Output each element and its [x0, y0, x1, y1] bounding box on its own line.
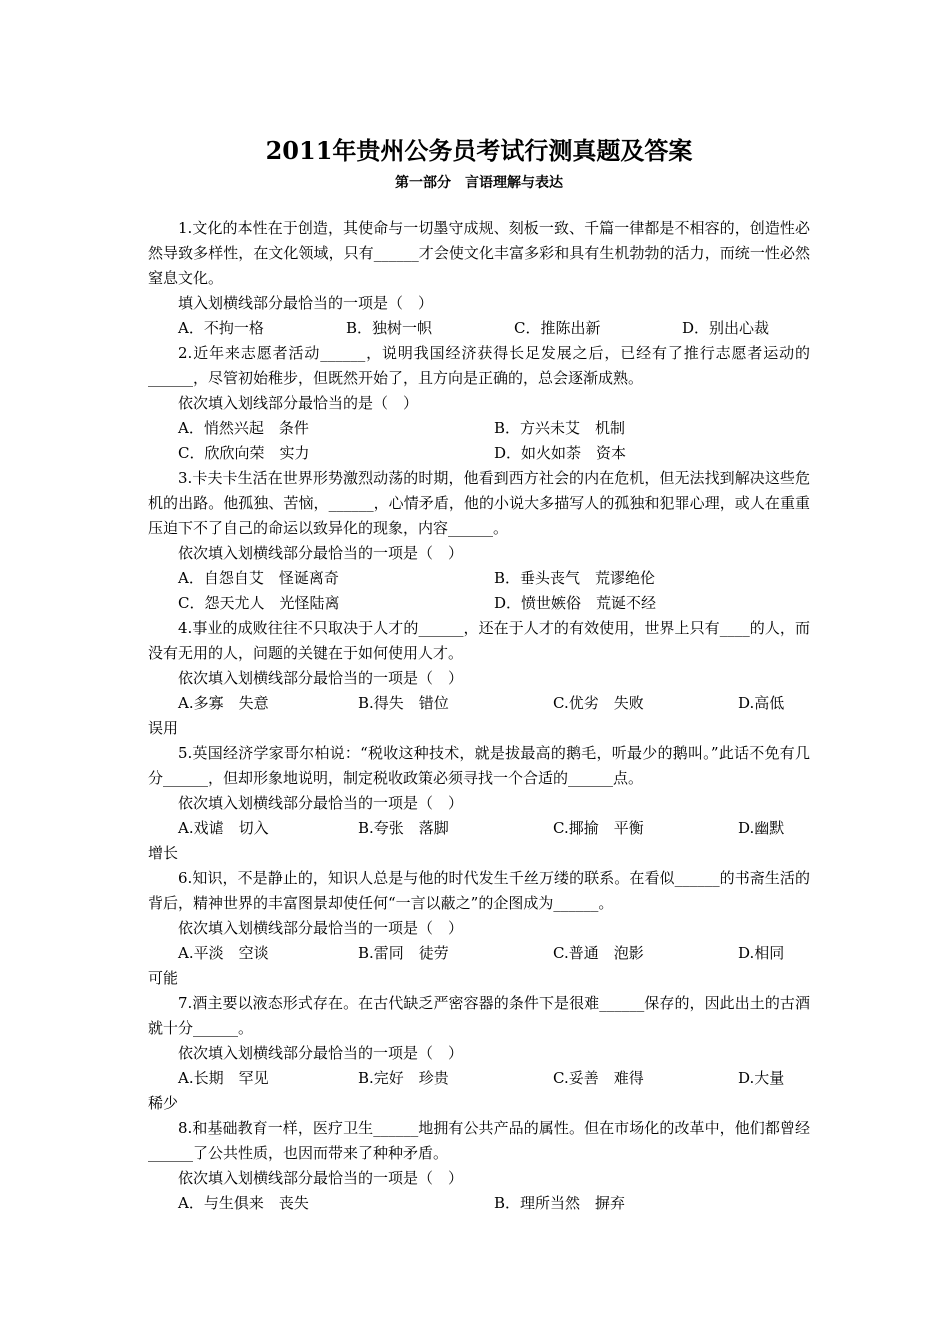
option-d: D.高低 [738, 694, 785, 712]
question-prompt: 依次填入划横线部分最恰当的一项是（ ） [178, 544, 464, 562]
question-stem: 3.卡夫卡生活在世界形势激烈动荡的时期，他看到西方社会的内在危机，但无法找到解决这些危机的出路。他孤独、苦恼，______，心情矛盾，他的小说大多描写人的孤独和犯罪心理，或人在重重压迫下不了自己的命运以致异化的现象，内容______。 [148, 469, 810, 537]
option-b: B．独树一帜 [346, 319, 433, 337]
option-d-continuation: 增长 [148, 844, 179, 862]
option-a: A．与生俱来 丧失 [178, 1194, 309, 1212]
question-prompt: 依次填入划横线部分最恰当的一项是（ ） [178, 919, 464, 937]
question-5 [148, 741, 810, 866]
option-row [148, 566, 810, 591]
option-a: A.戏谑 切入 [178, 819, 269, 837]
option-d: D．别出心裁 [682, 319, 770, 337]
option-row [148, 691, 810, 716]
question-stem: 1.文化的本性在于创造，其使命与一切墨守成规、刻板一致、千篇一律都是不相容的，创造性必然导致多样性，在文化领域，只有______才会使文化丰富多彩和具有生机勃勃的活力，而统一性必然窒息文化。 [148, 219, 810, 287]
question-prompt: 依次填入划横线部分最恰当的一项是（ ） [178, 669, 464, 687]
question-3 [148, 466, 810, 616]
document-title: 2011年贵州公务员考试行测真题及答案 [265, 136, 693, 165]
option-row [148, 941, 810, 966]
option-row [148, 416, 810, 441]
option-a: A．不拘一格 [178, 319, 264, 337]
option-c: C．怨天尤人 光怪陆离 [178, 594, 340, 612]
option-row [148, 441, 810, 466]
option-c: C．推陈出新 [514, 319, 601, 337]
option-c: C.揶揄 平衡 [553, 819, 644, 837]
question-1 [148, 216, 810, 341]
option-a: A.平淡 空谈 [178, 944, 269, 962]
option-b: B.雷同 徒劳 [358, 944, 449, 962]
option-d: D.大量 [738, 1069, 785, 1087]
question-2 [148, 341, 810, 466]
question-stem: 7.酒主要以液态形式存在。在古代缺乏严密容器的条件下是很难______保存的，因此出土的古酒就十分______。 [148, 994, 810, 1037]
option-d: D.相同 [738, 944, 785, 962]
question-prompt: 依次填入划线部分最恰当的是（ ） [178, 394, 419, 412]
question-prompt: 依次填入划横线部分最恰当的一项是（ ） [178, 1169, 464, 1187]
option-d-continuation: 稀少 [148, 1094, 179, 1112]
option-d: D．愤世嫉俗 荒诞不经 [494, 594, 657, 612]
option-a: A．自怨自艾 怪诞离奇 [178, 569, 339, 587]
option-row [148, 1191, 810, 1216]
question-prompt: 填入划横线部分最恰当的一项是（ ） [178, 294, 434, 312]
question-stem: 2.近年来志愿者活动______，说明我国经济获得长足发展之后，已经有了推行志愿者运动的______，尽管初始稚步，但既然开始了，且方向是正确的，总会逐渐成熟。 [148, 344, 810, 387]
option-row [148, 316, 810, 341]
option-b: B．方兴未艾 机制 [494, 419, 626, 437]
option-b: B.得失 错位 [358, 694, 449, 712]
section-heading: 第一部分 言语理解与表达 [395, 175, 563, 191]
option-a: A.多寡 失意 [178, 694, 269, 712]
option-b: B.夸张 落脚 [358, 819, 449, 837]
option-c: C．欣欣向荣 实力 [178, 444, 310, 462]
option-b: B．垂头丧气 荒谬绝伦 [494, 569, 656, 587]
question-8 [148, 1116, 810, 1216]
question-prompt: 依次填入划横线部分最恰当的一项是（ ） [178, 794, 464, 812]
option-a: A．悄然兴起 条件 [178, 419, 309, 437]
question-4 [148, 616, 810, 741]
option-b: B．理所当然 摒弃 [494, 1194, 626, 1212]
option-row [148, 816, 810, 841]
option-c: C.优劣 失败 [553, 694, 644, 712]
question-stem: 4.事业的成败往往不只取决于人才的______，还在于人才的有效使用，世界上只有____的人，而没有无用的人，问题的关键在于如何使用人才。 [148, 619, 810, 662]
option-d-continuation: 误用 [148, 719, 179, 737]
document-page [148, 128, 810, 1216]
option-b: B.完好 珍贵 [358, 1069, 449, 1087]
question-stem: 5.英国经济学家哥尔柏说：“税收这种技术，就是拔最高的鹅毛，听最少的鹅叫。”此话不免有几分______，但却形象地说明，制定税收政策必须寻找一个合适的______点。 [148, 744, 810, 787]
option-d-continuation: 可能 [148, 969, 179, 987]
question-6 [148, 866, 810, 991]
option-d: D.幽默 [738, 819, 785, 837]
question-prompt: 依次填入划横线部分最恰当的一项是（ ） [178, 1044, 464, 1062]
question-stem: 6.知识，不是静止的，知识人总是与他的时代发生千丝万缕的联系。在看似______的书斋生活的背后，精神世界的丰富图景却使任何“一言以蔽之”的企图成为______。 [148, 869, 810, 912]
option-c: C.普通 泡影 [553, 944, 644, 962]
option-a: A.长期 罕见 [178, 1069, 269, 1087]
option-row [148, 591, 810, 616]
option-d: D．如火如荼 资本 [494, 444, 627, 462]
option-row [148, 1066, 810, 1091]
question-7 [148, 991, 810, 1116]
option-c: C.妥善 难得 [553, 1069, 644, 1087]
question-stem: 8.和基础教育一样，医疗卫生______地拥有公共产品的属性。但在市场化的改革中，他们都曾经______了公共性质，也因而带来了种种矛盾。 [148, 1119, 810, 1162]
